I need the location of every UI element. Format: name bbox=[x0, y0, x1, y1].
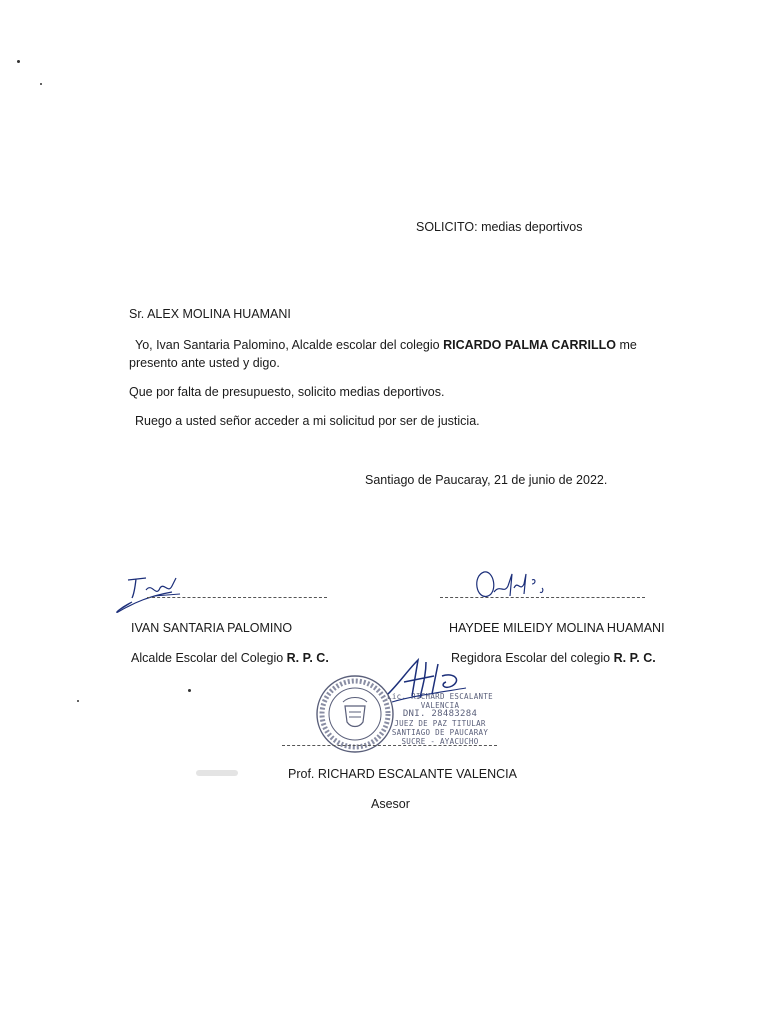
signatory-right-role-text: Regidora Escolar del colegio bbox=[451, 651, 614, 665]
stamp-line-3: JUEZ DE PAZ TITULAR bbox=[394, 719, 486, 728]
signature-left bbox=[110, 568, 210, 618]
advisor-name: Prof. RICHARD ESCALANTE VALENCIA bbox=[288, 767, 517, 781]
signatory-left-role-text: Alcalde Escolar del Colegio bbox=[131, 651, 287, 665]
scan-speck bbox=[17, 60, 20, 63]
signature-advisor bbox=[382, 652, 482, 712]
scan-smudge bbox=[196, 770, 238, 776]
paragraph-intro-suffix: me bbox=[615, 338, 637, 352]
signatory-left-name: IVAN SANTARIA PALOMINO bbox=[131, 621, 293, 635]
signature-line-advisor bbox=[282, 745, 497, 746]
recipient: Sr. ALEX MOLINA HUAMANI bbox=[129, 307, 291, 321]
paragraph-intro-line2: presento ante usted y digo. bbox=[129, 356, 280, 370]
advisor-role: Asesor bbox=[371, 797, 410, 811]
paragraph-intro bbox=[135, 337, 637, 353]
scan-speck bbox=[188, 689, 191, 692]
scan-speck bbox=[40, 83, 42, 85]
signature-right bbox=[470, 562, 580, 612]
stamp-line-5: SUCRE - AYACUCHO bbox=[401, 737, 479, 746]
signatory-right-name: HAYDEE MILEIDY MOLINA HUAMANI bbox=[449, 621, 665, 635]
paragraph-intro-prefix: Yo, Ivan Santaria Palomino, Alcalde escolar del colegio bbox=[135, 338, 444, 352]
scan-speck bbox=[77, 700, 79, 702]
signatory-left-role bbox=[131, 650, 329, 666]
signatory-right-role-abbr: R. P. C. bbox=[613, 651, 656, 665]
school-name: RICARDO PALMA CARRILLO bbox=[443, 338, 616, 352]
stamp-line-1: Lic. RICHARD ESCALANTE VALENCIA bbox=[387, 692, 493, 710]
stamp-line-4: SANTIAGO DE PAUCARAY bbox=[391, 728, 489, 737]
signatory-left-role-abbr: R. P. C. bbox=[286, 651, 329, 665]
paragraph-request: Que por falta de presupuesto, solicito medias deportivos. bbox=[129, 385, 445, 399]
solicito-heading: SOLICITO: medias deportivos bbox=[416, 220, 583, 234]
signature-line-left bbox=[147, 597, 327, 598]
stamp-line-2: DNI. 28483284 bbox=[402, 709, 478, 719]
signature-line-right bbox=[440, 597, 645, 598]
place-date: Santiago de Paucaray, 21 de junio de 2022. bbox=[365, 473, 608, 487]
paragraph-closing: Ruego a usted señor acceder a mi solicitud por ser de justicia. bbox=[135, 414, 480, 428]
